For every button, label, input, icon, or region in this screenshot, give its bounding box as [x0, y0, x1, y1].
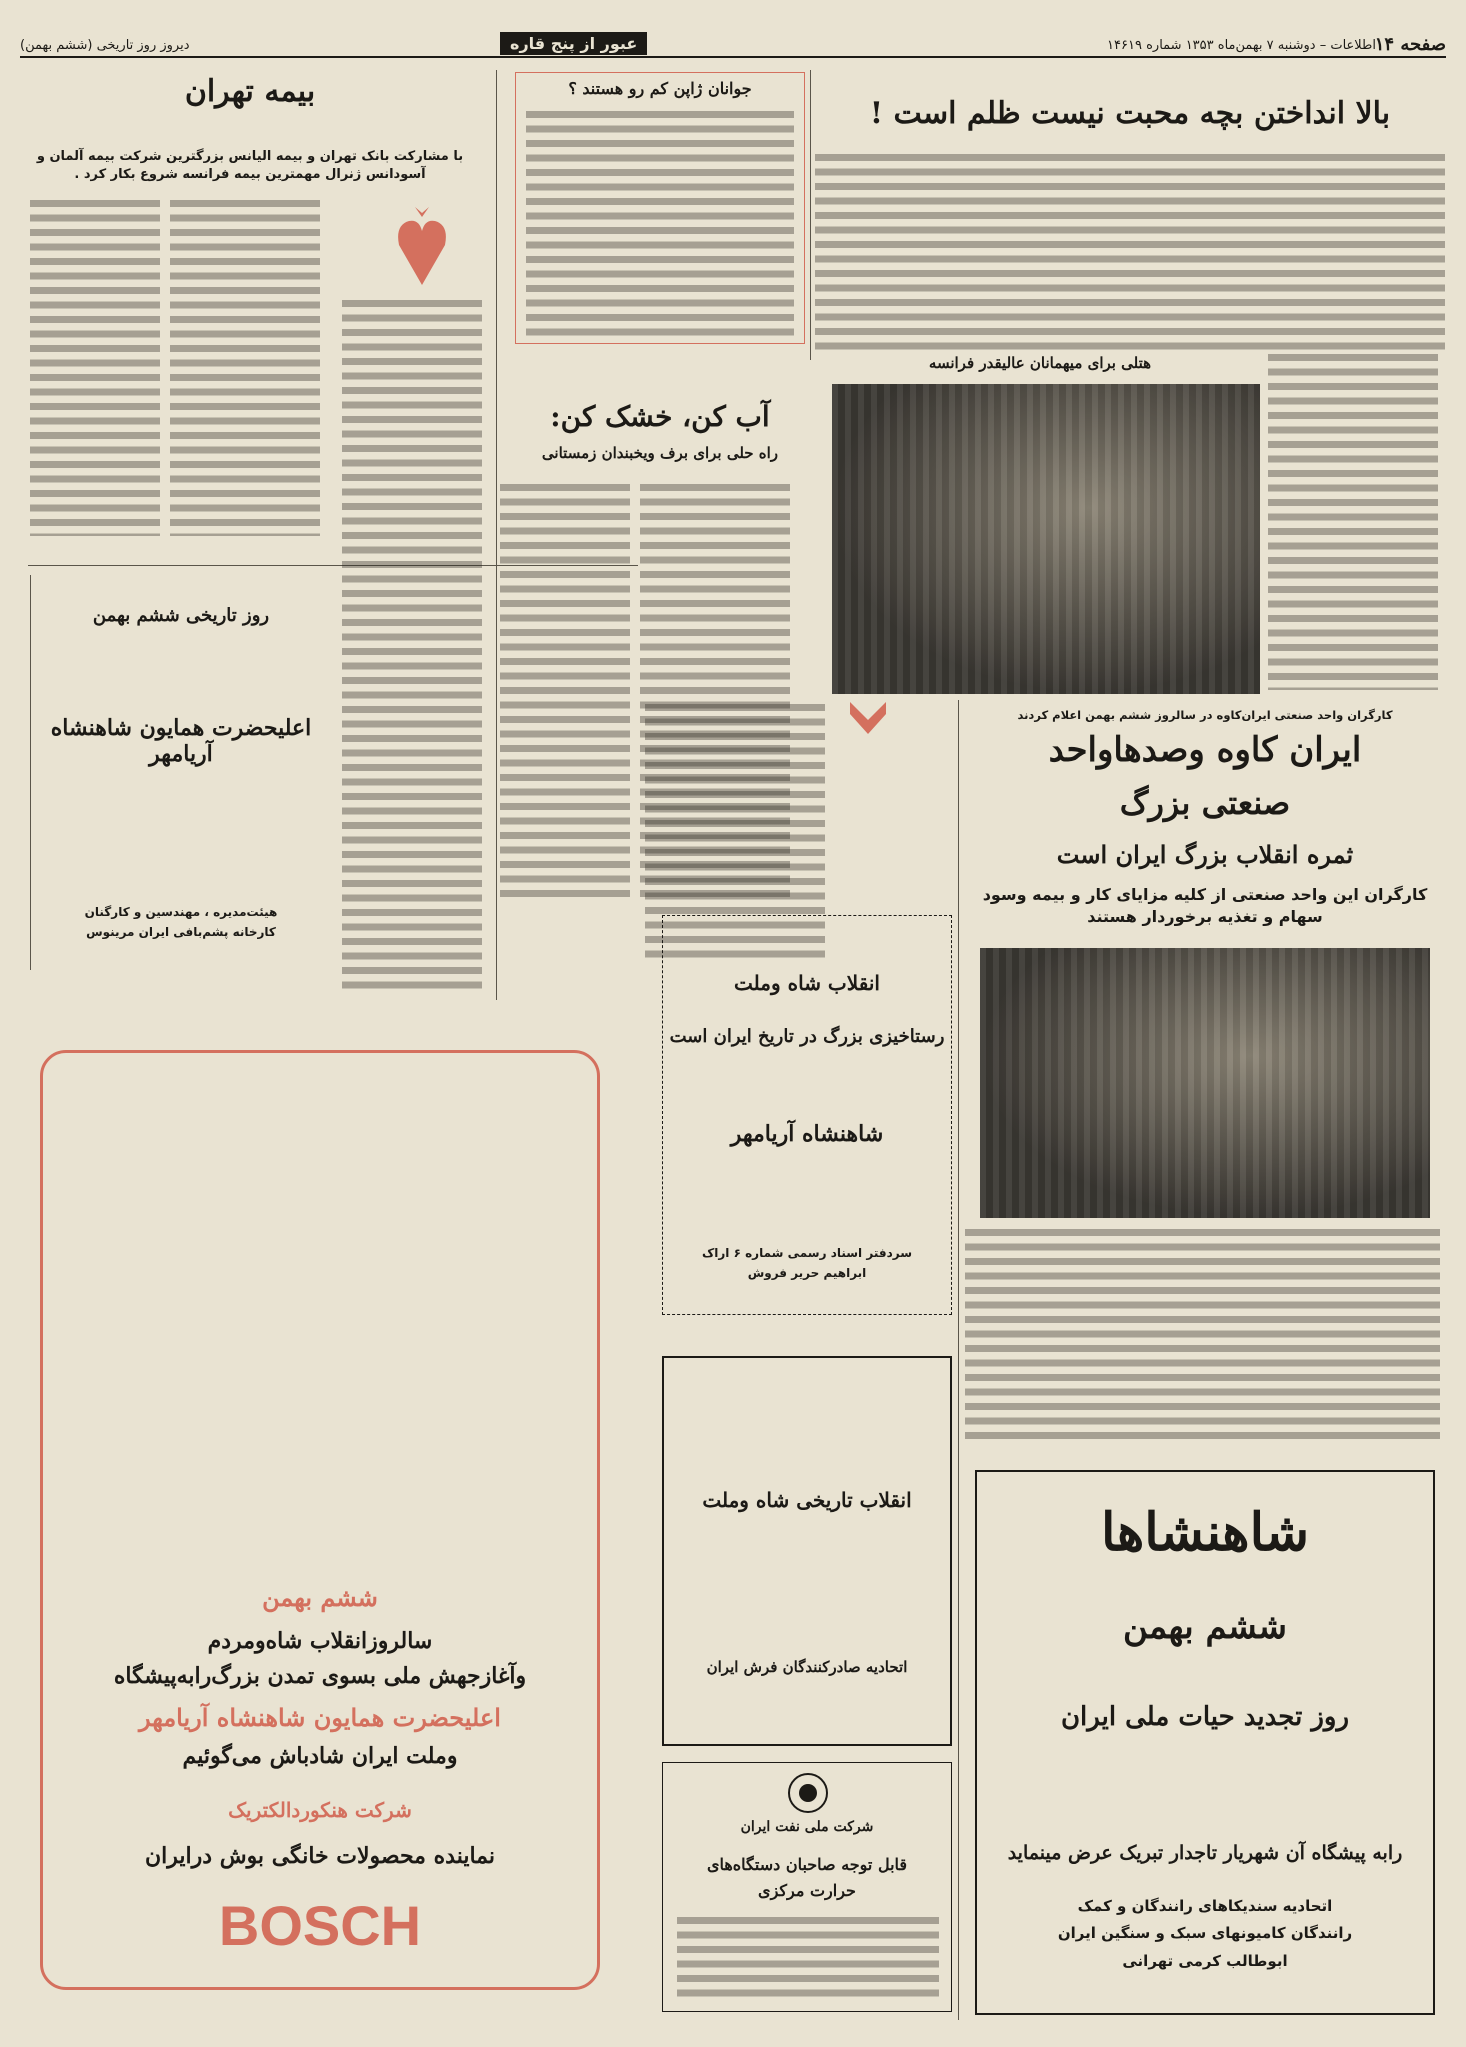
- ad-enghelab: [662, 915, 952, 1315]
- irankaveh-body: [965, 1225, 1440, 1445]
- bime-col-3: [342, 296, 482, 996]
- dateline: اطلاعات – دوشنبه ۷ بهمن‌ماه ۱۳۵۳ شماره ۱۴۶۱۹: [1107, 38, 1376, 53]
- arrow-down-icon: [848, 700, 888, 738]
- ad-bosch-line7: نماینده محصولات خانگی بوش درایران: [144, 1843, 496, 1869]
- ad-farsh: [662, 1356, 952, 1746]
- column-rule: [496, 70, 497, 1000]
- balandakhtan-title: بالا انداختن بچه محبت نیست ظلم است !: [869, 96, 1391, 131]
- ad-merinos-footer1: هیئت‌مدیره ، مهندسین و کارگنان: [84, 905, 278, 919]
- bime-col-2: [170, 196, 320, 536]
- hotel-title: هتلی برای میهمانان عالیقدر فرانسه: [928, 354, 1152, 372]
- ad-bosch-line2: سالروزانقلاب شاه‌ومردم: [207, 1628, 433, 1654]
- bime-subtitle: با مشارکت بانک تهران و بیمه الیانس بزرگترین شرکت بیمه آلمان و آسودانس ژنرال مهمترین بیمه فرانسه شروع بکار کرد .: [36, 149, 464, 182]
- ad-merinos-footer2: کارخانه پشم‌بافی ایران مرینوس: [86, 925, 276, 939]
- japan-box: [515, 72, 805, 344]
- japan-title: جوانان ژاپن کم رو هستند ؟: [568, 79, 752, 98]
- ad-shahanshaha-footer3: ابوطالب کرمی تهرانی: [1122, 1952, 1288, 1970]
- ad-bosch-line3: وآغازجهش ملی بسوی تمدن بزرگ‌رابه‌پیشگاه: [113, 1663, 527, 1689]
- irankaveh-title1: ایران کاوه وصدهاواحد: [1048, 730, 1362, 770]
- ad-naft-line2: حرارت مرکزی: [758, 1881, 856, 1900]
- ad-enghelab-line3: شاهنشاه آریامهر: [730, 1121, 884, 1147]
- ad-bosch: [40, 1050, 600, 1990]
- irankaveh-title3: ثمره انقلاب بزرگ ایران است: [1056, 840, 1354, 869]
- ad-naft-line1: قابل توجه صاحبان دستگاه‌های: [706, 1855, 908, 1874]
- balandakhtan-body: [815, 150, 1445, 350]
- abkon-title: آب کن، خشک کن:: [550, 400, 770, 433]
- ad-shahanshaha-line4: رابه پیشگاه آن شهریار تاجدار تبریک عرض مینماید: [1007, 1842, 1403, 1864]
- ad-shahanshaha: [975, 1470, 1435, 2015]
- ad-shahanshaha-footer1: اتحادیه سندیکاهای رانندگان و کمک: [1077, 1897, 1333, 1915]
- masthead: [20, 34, 1446, 58]
- bime-title: بیمه تهران: [184, 74, 316, 109]
- ad-farsh-line2: اتحادیه صادرکنندگان فرش ایران: [706, 1658, 908, 1676]
- ad-shahanshaha-line3: روز تجدید حیات ملی ایران: [1060, 1702, 1350, 1732]
- page-number: صفحه ۱۴: [1374, 34, 1446, 55]
- ad-shahanshaha-line2: ششم بهمن: [1123, 1607, 1287, 1647]
- irankaveh-title2: صنعتی بزرگ: [1119, 784, 1291, 822]
- column-rule: [958, 700, 959, 2020]
- ad-bosch-line5: وملت ایران شادباش می‌گوئیم: [182, 1743, 458, 1769]
- ad-naft: [662, 1762, 952, 2012]
- irankaveh-photo: [980, 948, 1430, 1218]
- irankaveh-caption: کارگران واحد صنعتی ایران‌کاوه در سالروز ششم بهمن اعلام کردند: [1017, 708, 1393, 722]
- section-label: عبور از پنج قاره: [500, 32, 647, 55]
- naft-logo-icon: [786, 1771, 830, 1815]
- yesterday-label: دیروز روز تاریخی (ششم بهمن): [20, 38, 190, 53]
- ad-shahanshaha-footer2: رانندگان کامیونهای سبک و سنگین ایران: [1057, 1924, 1353, 1942]
- irankaveh-subtitle: کارگران این واحد صنعتی از کلیه مزایای کار و بیمه وسود سهام و تغذیه برخوردار هستند: [982, 885, 1428, 926]
- ad-naft-body: [677, 1913, 939, 2003]
- column-rule: [810, 70, 811, 360]
- ad-bosch-line6: شرکت هنکوردالکتریک: [228, 1798, 412, 1822]
- ad-merinos-line2: اعلیحضرت همایون شاهنشاه آریامهر: [50, 715, 312, 767]
- bime-col-1: [30, 196, 160, 536]
- ad-merinos: [30, 575, 330, 970]
- ad-merinos-line1: روز تاریخی ششم بهمن: [92, 605, 270, 626]
- ad-enghelab-line1: انقلاب شاه وملت: [734, 971, 880, 995]
- ad-bosch-line4: اعلیحضرت همایون شاهنشاه آریامهر: [139, 1703, 501, 1732]
- ad-bosch-brand: BOSCH: [218, 1894, 422, 1957]
- ad-shahanshaha-line1: شاهنشاها: [1100, 1502, 1310, 1563]
- abkon-subtitle: راه حلی برای برف ویخبندان زمستانی: [541, 444, 779, 462]
- ad-farsh-line1: انقلاب تاریخی شاه وملت: [702, 1488, 912, 1512]
- abkon-col-1: [500, 480, 630, 900]
- heart-ornament-icon: [395, 205, 450, 290]
- ad-naft-company: شرکت ملی نفت ایران: [740, 1819, 874, 1835]
- balandakhtan-col: [1268, 350, 1438, 690]
- ad-enghelab-footer2: ابراهیم حریر فروش: [747, 1266, 867, 1280]
- hotel-photo: [832, 384, 1260, 694]
- ad-enghelab-footer1: سردفتر اسناد رسمی شماره ۶ اراک: [701, 1246, 912, 1260]
- ad-enghelab-line2: رستاخیزی بزرگ در تاریخ ایران است: [669, 1026, 945, 1047]
- ad-bosch-line1: ششم بهمن: [262, 1583, 378, 1612]
- japan-body: [526, 107, 794, 337]
